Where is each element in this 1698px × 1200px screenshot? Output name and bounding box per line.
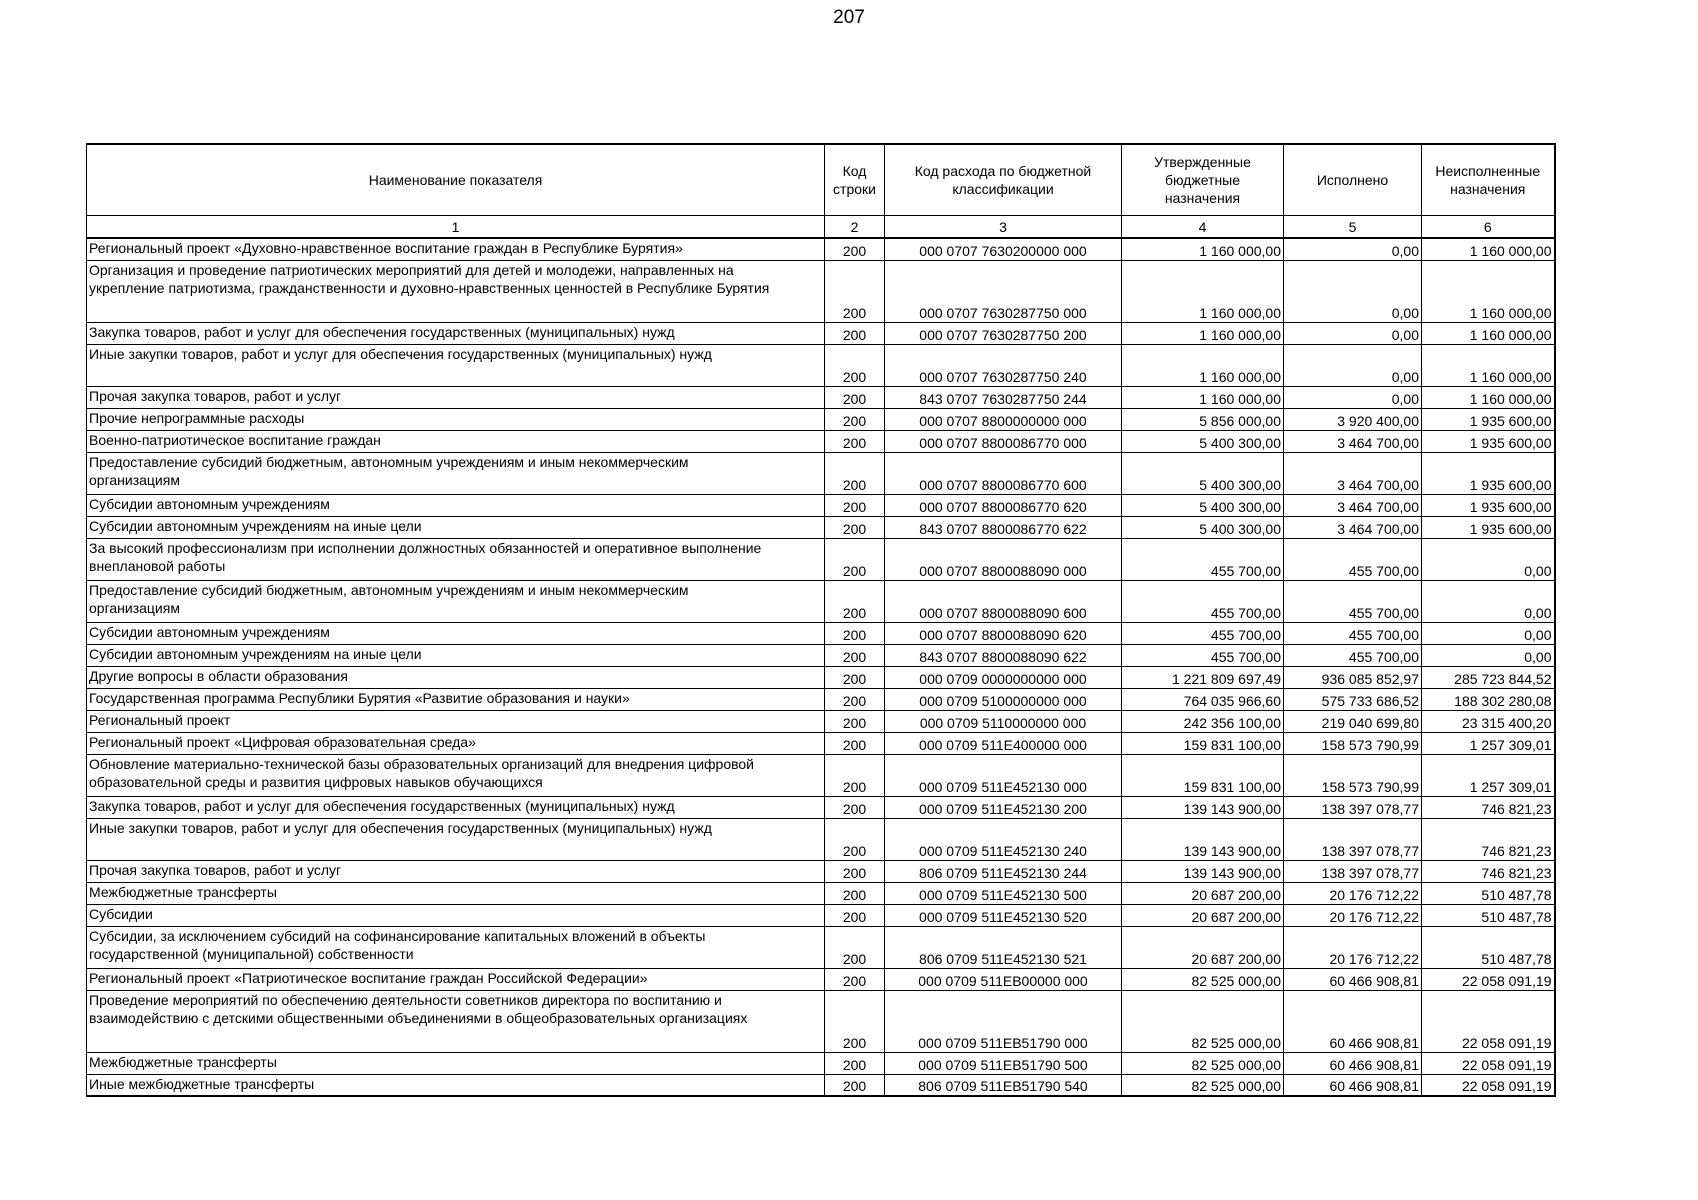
row-approved: 20 687 200,00 [1122, 882, 1284, 904]
row-unexecuted: 746 821,23 [1422, 796, 1555, 818]
row-unexecuted: 22 058 091,19 [1422, 1052, 1555, 1074]
row-budget-code: 000 0707 8800086770 600 [885, 452, 1122, 494]
table-row [87, 260, 1555, 322]
row-name: Региональный проект [87, 710, 825, 732]
row-budget-code: 843 0707 8800088090 622 [885, 644, 1122, 666]
row-budget-code: 000 0707 8800000000 000 [885, 408, 1122, 430]
row-line-code: 200 [825, 580, 885, 622]
row-name: Прочие непрограммные расходы [87, 408, 825, 430]
row-budget-code: 000 0709 511ЕВ51790 500 [885, 1052, 1122, 1074]
table-row [87, 622, 1555, 644]
row-name: Иные межбюджетные трансферты [87, 1074, 825, 1096]
row-executed: 3 920 400,00 [1284, 408, 1422, 430]
row-budget-code: 000 0707 8800088090 000 [885, 538, 1122, 580]
row-unexecuted: 1 935 600,00 [1422, 494, 1555, 516]
row-budget-code: 806 0709 511Е452130 521 [885, 926, 1122, 968]
row-approved: 20 687 200,00 [1122, 904, 1284, 926]
row-line-code: 200 [825, 1074, 885, 1096]
row-name: Иные закупки товаров, работ и услуг для обеспечения государственных (муниципальных) нужд [87, 344, 825, 386]
row-budget-code: 806 0709 511ЕВ51790 540 [885, 1074, 1122, 1096]
table-row [87, 796, 1555, 818]
row-unexecuted: 1 935 600,00 [1422, 408, 1555, 430]
row-name: Региональный проект «Духовно-нравственное воспитание граждан в Республике Бурятия» [87, 238, 825, 260]
row-name: Региональный проект «Цифровая образовательная среда» [87, 732, 825, 754]
table-row [87, 344, 1555, 386]
row-name: Военно-патриотическое воспитание граждан [87, 430, 825, 452]
row-budget-code: 000 0707 8800088090 600 [885, 580, 1122, 622]
row-line-code: 200 [825, 408, 885, 430]
row-approved: 5 400 300,00 [1122, 516, 1284, 538]
row-executed: 455 700,00 [1284, 644, 1422, 666]
row-executed: 3 464 700,00 [1284, 494, 1422, 516]
row-executed: 219 040 699,80 [1284, 710, 1422, 732]
row-budget-code: 000 0707 7630287750 200 [885, 322, 1122, 344]
row-budget-code: 000 0707 8800086770 620 [885, 494, 1122, 516]
row-line-code: 200 [825, 538, 885, 580]
table-row [87, 754, 1555, 796]
row-name: Субсидии автономным учреждениям на иные цели [87, 516, 825, 538]
row-line-code: 200 [825, 1052, 885, 1074]
row-budget-code: 000 0709 0000000000 000 [885, 666, 1122, 688]
header-approved: Утвержденные бюджетные назначения [1122, 144, 1284, 216]
row-executed: 60 466 908,81 [1284, 1052, 1422, 1074]
row-name: Субсидии автономным учреждениям [87, 494, 825, 516]
row-approved: 139 143 900,00 [1122, 818, 1284, 860]
column-number: 3 [885, 216, 1122, 239]
row-unexecuted: 1 160 000,00 [1422, 322, 1555, 344]
row-executed: 138 397 078,77 [1284, 860, 1422, 882]
column-number-row [87, 216, 1555, 239]
table-row [87, 494, 1555, 516]
header-unexecuted: Неисполненные назначения [1422, 144, 1555, 216]
row-budget-code: 843 0707 8800086770 622 [885, 516, 1122, 538]
row-name: Предоставление субсидий бюджетным, автономным учреждениям и иным некоммерческим организациям [87, 452, 825, 494]
budget-execution-table [86, 143, 1556, 1097]
table-row [87, 516, 1555, 538]
row-name: Другие вопросы в области образования [87, 666, 825, 688]
row-unexecuted: 0,00 [1422, 538, 1555, 580]
row-approved: 5 400 300,00 [1122, 494, 1284, 516]
row-approved: 1 160 000,00 [1122, 322, 1284, 344]
table-row [87, 580, 1555, 622]
column-number: 1 [87, 216, 825, 239]
row-line-code: 200 [825, 732, 885, 754]
row-executed: 0,00 [1284, 238, 1422, 260]
row-approved: 82 525 000,00 [1122, 990, 1284, 1052]
row-line-code: 200 [825, 260, 885, 322]
row-line-code: 200 [825, 344, 885, 386]
table-row [87, 1052, 1555, 1074]
row-executed: 138 397 078,77 [1284, 796, 1422, 818]
row-approved: 5 400 300,00 [1122, 430, 1284, 452]
row-approved: 455 700,00 [1122, 538, 1284, 580]
row-line-code: 200 [825, 860, 885, 882]
table-header-row [87, 144, 1555, 216]
row-name: Межбюджетные трансферты [87, 1052, 825, 1074]
row-executed: 0,00 [1284, 386, 1422, 408]
row-approved: 764 035 966,60 [1122, 688, 1284, 710]
row-name: Прочая закупка товаров, работ и услуг [87, 386, 825, 408]
table-row [87, 904, 1555, 926]
row-line-code: 200 [825, 710, 885, 732]
row-line-code: 200 [825, 238, 885, 260]
row-executed: 60 466 908,81 [1284, 968, 1422, 990]
row-executed: 20 176 712,22 [1284, 904, 1422, 926]
row-executed: 0,00 [1284, 344, 1422, 386]
row-unexecuted: 22 058 091,19 [1422, 1074, 1555, 1096]
row-approved: 242 356 100,00 [1122, 710, 1284, 732]
row-approved: 455 700,00 [1122, 622, 1284, 644]
row-line-code: 200 [825, 926, 885, 968]
row-line-code: 200 [825, 644, 885, 666]
row-executed: 3 464 700,00 [1284, 452, 1422, 494]
row-name: За высокий профессионализм при исполнении должностных обязанностей и оперативное выполнение внеплановой работы [87, 538, 825, 580]
table-row [87, 990, 1555, 1052]
row-executed: 0,00 [1284, 322, 1422, 344]
row-line-code: 200 [825, 622, 885, 644]
row-budget-code: 000 0707 7630200000 000 [885, 238, 1122, 260]
row-name: Государственная программа Республики Бурятия «Развитие образования и науки» [87, 688, 825, 710]
row-budget-code: 000 0709 511ЕВ00000 000 [885, 968, 1122, 990]
header-executed: Исполнено [1284, 144, 1422, 216]
table-row [87, 732, 1555, 754]
row-line-code: 200 [825, 904, 885, 926]
row-unexecuted: 1 160 000,00 [1422, 386, 1555, 408]
row-budget-code: 000 0709 511ЕВ51790 000 [885, 990, 1122, 1052]
column-number: 6 [1422, 216, 1555, 239]
row-executed: 158 573 790,99 [1284, 754, 1422, 796]
row-unexecuted: 746 821,23 [1422, 818, 1555, 860]
row-approved: 5 856 000,00 [1122, 408, 1284, 430]
table-row [87, 968, 1555, 990]
row-unexecuted: 1 160 000,00 [1422, 344, 1555, 386]
row-executed: 0,00 [1284, 260, 1422, 322]
row-executed: 3 464 700,00 [1284, 516, 1422, 538]
row-unexecuted: 285 723 844,52 [1422, 666, 1555, 688]
header-name: Наименование показателя [87, 144, 825, 216]
row-unexecuted: 0,00 [1422, 644, 1555, 666]
table-row [87, 386, 1555, 408]
row-name: Субсидии автономным учреждениям на иные цели [87, 644, 825, 666]
row-unexecuted: 1 935 600,00 [1422, 452, 1555, 494]
row-line-code: 200 [825, 688, 885, 710]
row-name: Межбюджетные трансферты [87, 882, 825, 904]
row-unexecuted: 1 160 000,00 [1422, 238, 1555, 260]
row-name: Предоставление субсидий бюджетным, автономным учреждениям и иным некоммерческим организациям [87, 580, 825, 622]
row-unexecuted: 1 257 309,01 [1422, 754, 1555, 796]
row-name: Субсидии [87, 904, 825, 926]
row-executed: 3 464 700,00 [1284, 430, 1422, 452]
row-name: Закупка товаров, работ и услуг для обеспечения государственных (муниципальных) нужд [87, 796, 825, 818]
row-executed: 158 573 790,99 [1284, 732, 1422, 754]
row-executed: 20 176 712,22 [1284, 926, 1422, 968]
row-line-code: 200 [825, 666, 885, 688]
row-unexecuted: 22 058 091,19 [1422, 990, 1555, 1052]
row-budget-code: 000 0707 7630287750 240 [885, 344, 1122, 386]
row-name: Прочая закупка товаров, работ и услуг [87, 860, 825, 882]
row-line-code: 200 [825, 430, 885, 452]
row-budget-code: 000 0709 511Е400000 000 [885, 732, 1122, 754]
row-budget-code: 000 0707 7630287750 000 [885, 260, 1122, 322]
row-line-code: 200 [825, 452, 885, 494]
row-unexecuted: 1 935 600,00 [1422, 516, 1555, 538]
row-budget-code: 000 0707 8800086770 000 [885, 430, 1122, 452]
row-approved: 1 160 000,00 [1122, 260, 1284, 322]
row-line-code: 200 [825, 818, 885, 860]
row-executed: 138 397 078,77 [1284, 818, 1422, 860]
row-name: Проведение мероприятий по обеспечению деятельности советников директора по воспитанию и взаимодействию с детскими общественными объединениями в общеобразовательных организациях [87, 990, 825, 1052]
column-number: 5 [1284, 216, 1422, 239]
row-executed: 455 700,00 [1284, 580, 1422, 622]
row-unexecuted: 510 487,78 [1422, 904, 1555, 926]
table-row [87, 238, 1555, 260]
table-row [87, 538, 1555, 580]
row-line-code: 200 [825, 386, 885, 408]
row-approved: 5 400 300,00 [1122, 452, 1284, 494]
table-row [87, 430, 1555, 452]
row-approved: 1 160 000,00 [1122, 386, 1284, 408]
row-executed: 60 466 908,81 [1284, 990, 1422, 1052]
row-budget-code: 843 0707 7630287750 244 [885, 386, 1122, 408]
table-row [87, 408, 1555, 430]
column-number: 4 [1122, 216, 1284, 239]
row-budget-code: 000 0709 511Е452130 000 [885, 754, 1122, 796]
column-number: 2 [825, 216, 885, 239]
table-row [87, 710, 1555, 732]
row-line-code: 200 [825, 796, 885, 818]
row-name: Закупка товаров, работ и услуг для обеспечения государственных (муниципальных) нужд [87, 322, 825, 344]
row-approved: 159 831 100,00 [1122, 732, 1284, 754]
row-unexecuted: 746 821,23 [1422, 860, 1555, 882]
row-budget-code: 000 0709 511Е452130 200 [885, 796, 1122, 818]
row-approved: 1 160 000,00 [1122, 344, 1284, 386]
row-budget-code: 000 0709 511Е452130 520 [885, 904, 1122, 926]
page-number: 207 [833, 7, 865, 28]
row-unexecuted: 0,00 [1422, 622, 1555, 644]
row-approved: 159 831 100,00 [1122, 754, 1284, 796]
row-line-code: 200 [825, 754, 885, 796]
row-budget-code: 000 0709 5100000000 000 [885, 688, 1122, 710]
row-approved: 139 143 900,00 [1122, 860, 1284, 882]
row-line-code: 200 [825, 990, 885, 1052]
row-approved: 82 525 000,00 [1122, 968, 1284, 990]
row-budget-code: 000 0707 8800088090 620 [885, 622, 1122, 644]
row-unexecuted: 510 487,78 [1422, 926, 1555, 968]
row-unexecuted: 1 160 000,00 [1422, 260, 1555, 322]
row-name: Обновление материально-технической базы образовательных организаций для внедрения цифровой образовательной среды и развития цифровых навыков обучающихся [87, 754, 825, 796]
table-row [87, 1074, 1555, 1096]
row-approved: 1 160 000,00 [1122, 238, 1284, 260]
row-executed: 575 733 686,52 [1284, 688, 1422, 710]
row-unexecuted: 510 487,78 [1422, 882, 1555, 904]
row-line-code: 200 [825, 882, 885, 904]
row-approved: 20 687 200,00 [1122, 926, 1284, 968]
table-row [87, 452, 1555, 494]
row-budget-code: 000 0709 511Е452130 500 [885, 882, 1122, 904]
table-row [87, 818, 1555, 860]
row-unexecuted: 1 935 600,00 [1422, 430, 1555, 452]
row-line-code: 200 [825, 322, 885, 344]
row-line-code: 200 [825, 516, 885, 538]
header-budget-code: Код расхода по бюджетной классификации [885, 144, 1122, 216]
table-row [87, 644, 1555, 666]
row-executed: 20 176 712,22 [1284, 882, 1422, 904]
row-line-code: 200 [825, 968, 885, 990]
row-unexecuted: 22 058 091,19 [1422, 968, 1555, 990]
row-name: Субсидии, за исключением субсидий на софинансирование капитальных вложений в объекты государственной (муниципальной) собственности [87, 926, 825, 968]
row-budget-code: 806 0709 511Е452130 244 [885, 860, 1122, 882]
row-approved: 82 525 000,00 [1122, 1052, 1284, 1074]
row-approved: 1 221 809 697,49 [1122, 666, 1284, 688]
row-unexecuted: 1 257 309,01 [1422, 732, 1555, 754]
row-approved: 455 700,00 [1122, 644, 1284, 666]
row-name: Субсидии автономным учреждениям [87, 622, 825, 644]
row-executed: 455 700,00 [1284, 622, 1422, 644]
row-unexecuted: 188 302 280,08 [1422, 688, 1555, 710]
row-approved: 455 700,00 [1122, 580, 1284, 622]
header-line-code: Код строки [825, 144, 885, 216]
table-row [87, 322, 1555, 344]
row-budget-code: 000 0709 511Е452130 240 [885, 818, 1122, 860]
row-unexecuted: 23 315 400,20 [1422, 710, 1555, 732]
table-row [87, 860, 1555, 882]
row-name: Организация и проведение патриотических мероприятий для детей и молодежи, направленных на укрепление патриотизма, гражданственности и духовно-нравственных ценностей в Республике Бурятия [87, 260, 825, 322]
table-row [87, 688, 1555, 710]
row-executed: 455 700,00 [1284, 538, 1422, 580]
row-approved: 139 143 900,00 [1122, 796, 1284, 818]
row-unexecuted: 0,00 [1422, 580, 1555, 622]
table-row [87, 882, 1555, 904]
row-executed: 936 085 852,97 [1284, 666, 1422, 688]
row-executed: 60 466 908,81 [1284, 1074, 1422, 1096]
table-row [87, 926, 1555, 968]
row-line-code: 200 [825, 494, 885, 516]
table-row [87, 666, 1555, 688]
row-budget-code: 000 0709 5110000000 000 [885, 710, 1122, 732]
row-approved: 82 525 000,00 [1122, 1074, 1284, 1096]
table-body [87, 238, 1555, 1096]
row-name: Иные закупки товаров, работ и услуг для обеспечения государственных (муниципальных) нужд [87, 818, 825, 860]
row-name: Региональный проект «Патриотическое воспитание граждан Российской Федерации» [87, 968, 825, 990]
